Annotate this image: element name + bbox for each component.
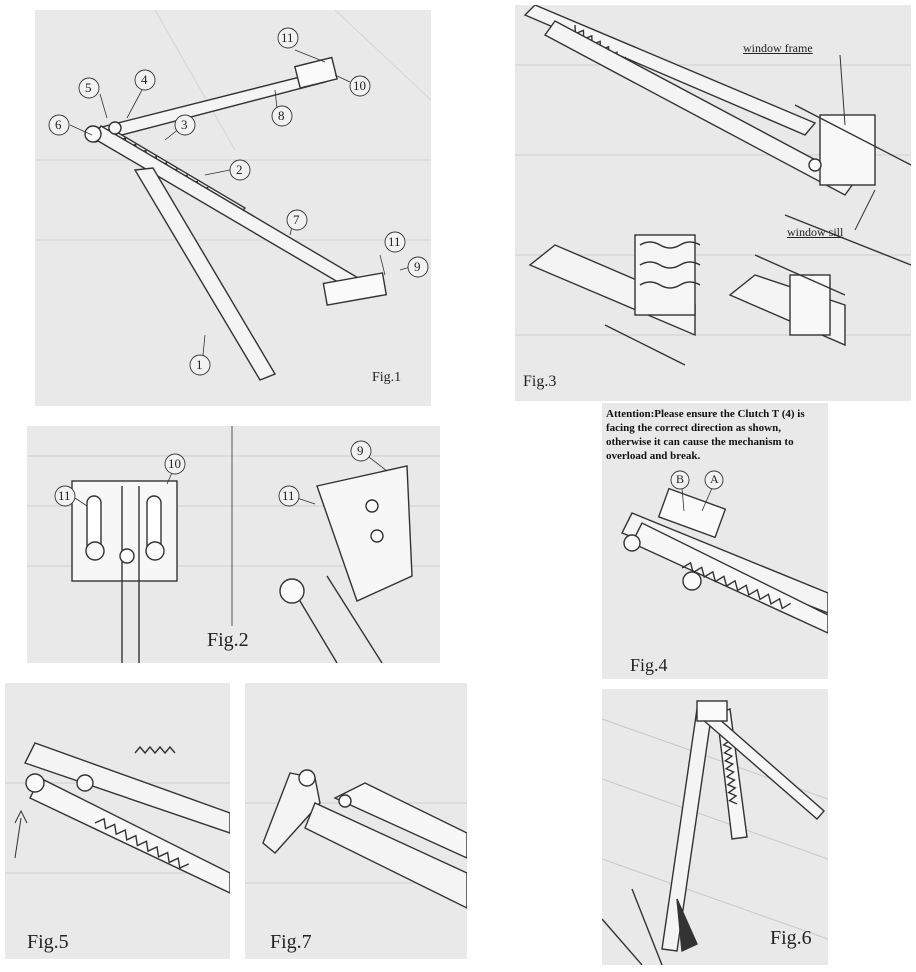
fig1-callout-4: 4 bbox=[141, 72, 148, 87]
fig7-label: Fig.7 bbox=[270, 931, 312, 953]
fig6-drawing bbox=[602, 689, 828, 965]
fig1-callout-3: 3 bbox=[181, 117, 188, 132]
fig2-callout-9: 9 bbox=[357, 443, 364, 458]
fig4-drawing bbox=[602, 403, 828, 679]
fig1-callout-1: 1 bbox=[196, 357, 203, 372]
fig3-label: Fig.3 bbox=[523, 373, 557, 390]
fig1-callout-11-bottom: 11 bbox=[388, 234, 401, 249]
fig4-attention-note: Attention:Please ensure the Clutch T (4) is facing the correct direction as shown, otherwise it can cause the mechanism to overload and break. bbox=[606, 408, 805, 462]
fig1-panel bbox=[35, 10, 431, 406]
fig3-drawing bbox=[515, 5, 911, 401]
fig1-callout-10: 10 bbox=[353, 78, 366, 93]
fig5-label: Fig.5 bbox=[27, 931, 69, 953]
fig4-callout-a: A bbox=[710, 472, 719, 486]
fig3-window-sill-label: window sill bbox=[787, 225, 844, 239]
fig4-label: Fig.4 bbox=[630, 655, 668, 675]
fig2-callout-11-right: 11 bbox=[282, 488, 295, 503]
fig7-drawing bbox=[245, 683, 467, 959]
fig4-callout-b: B bbox=[676, 472, 685, 486]
fig1-callout-9: 9 bbox=[414, 259, 421, 274]
fig1-callout-2: 2 bbox=[236, 162, 243, 177]
fig3-window-frame-label: window frame bbox=[743, 41, 813, 55]
fig1-callout-7: 7 bbox=[293, 212, 300, 227]
fig6-label: Fig.6 bbox=[770, 927, 812, 949]
fig3-panel bbox=[515, 5, 911, 401]
fig2-drawing bbox=[27, 426, 440, 663]
fig1-callout-5: 5 bbox=[85, 80, 92, 95]
fig2-callout-10: 10 bbox=[168, 456, 181, 471]
fig1-drawing bbox=[35, 10, 431, 406]
fig2-panel bbox=[27, 426, 440, 663]
fig1-callout-6: 6 bbox=[55, 117, 62, 132]
fig2-callout-11-left: 11 bbox=[58, 488, 71, 503]
fig1-callout-8: 8 bbox=[278, 108, 285, 123]
fig5-drawing bbox=[5, 683, 230, 959]
fig4-panel bbox=[602, 403, 828, 679]
fig7-panel bbox=[245, 683, 467, 959]
fig5-panel bbox=[5, 683, 230, 959]
fig2-label: Fig.2 bbox=[207, 629, 249, 651]
fig6-panel bbox=[602, 689, 828, 965]
fig1-callout-11-top: 11 bbox=[281, 30, 294, 45]
fig1-label: Fig.1 bbox=[372, 370, 402, 385]
